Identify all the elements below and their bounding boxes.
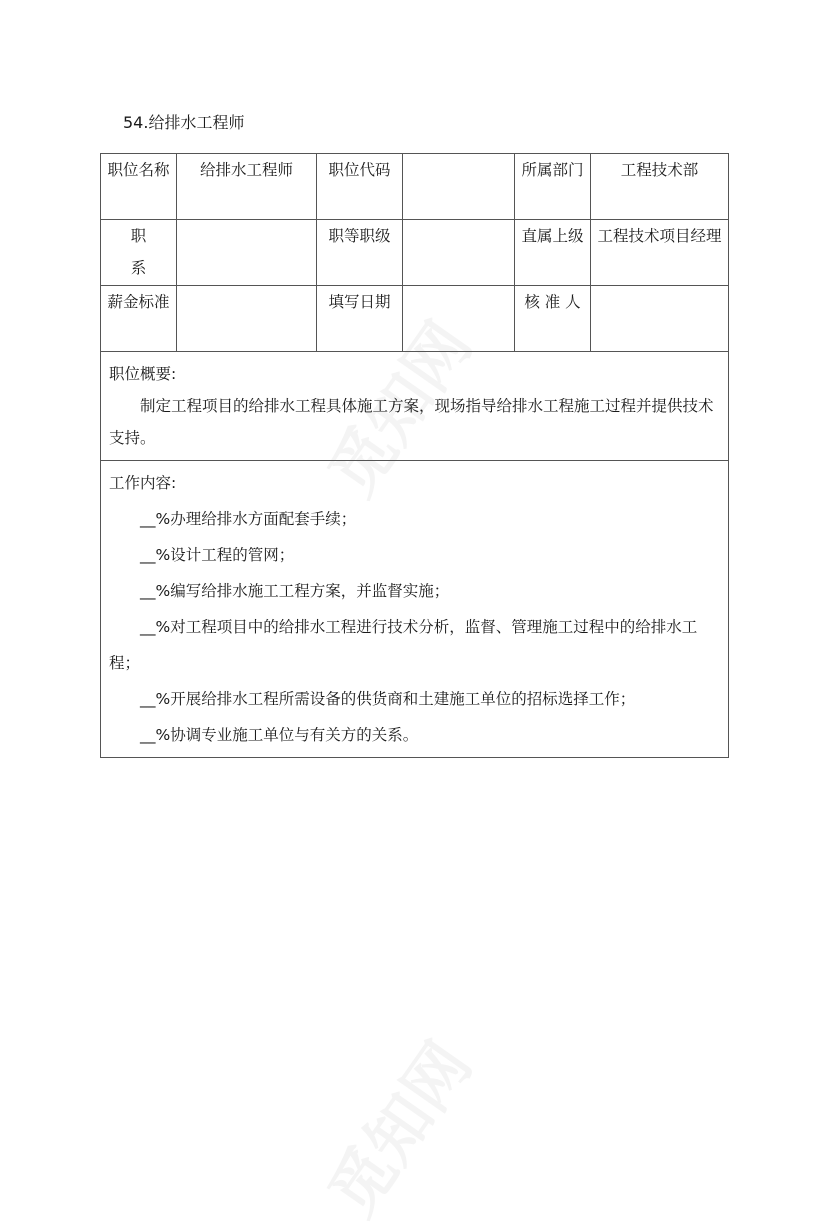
value-direct-supervisor: 工程技术项目经理 xyxy=(591,220,729,286)
label-department: 所属部门 xyxy=(515,154,591,220)
page-title: 54.给排水工程师 xyxy=(123,113,245,132)
list-item: __%开展给排水工程所需设备的供货商和土建施工单位的招标选择工作； xyxy=(140,690,636,708)
table-row xyxy=(101,461,729,758)
summary-title: 职位概要: xyxy=(109,365,177,383)
label-job-code: 职位代码 xyxy=(317,154,403,220)
table-row xyxy=(101,352,729,461)
summary-text: 制定工程项目的给排水工程具体施工方案，现场指导给排水工程施工过程并提供技术支持。 xyxy=(109,397,714,447)
value-job-code xyxy=(403,154,515,220)
label-direct-supervisor: 直属上级 xyxy=(515,220,591,286)
list-item: __%设计工程的管网； xyxy=(140,546,295,564)
duties-section xyxy=(101,461,729,758)
label-salary-standard: 薪金标准 xyxy=(101,286,177,352)
job-description-table xyxy=(100,153,729,758)
label-fill-date: 填写日期 xyxy=(317,286,403,352)
value-approver xyxy=(591,286,729,352)
table-row xyxy=(101,154,729,220)
value-fill-date xyxy=(403,286,515,352)
list-item: __%编写给排水施工工程方案，并监督实施； xyxy=(140,582,450,600)
value-job-family xyxy=(177,220,317,286)
label-job-family: 职 系 xyxy=(101,220,177,286)
label-approver: 核 准 人 xyxy=(515,286,591,352)
value-department: 工程技术部 xyxy=(591,154,729,220)
watermark xyxy=(303,1021,488,1231)
value-grade-level xyxy=(403,220,515,286)
summary-section xyxy=(101,352,729,461)
list-item: __%办理给排水方面配套手续； xyxy=(140,510,357,528)
label-job-title: 职位名称 xyxy=(101,154,177,220)
table-row xyxy=(101,220,729,286)
list-item: __%协调专业施工单位与有关方的关系。 xyxy=(140,726,419,744)
value-job-title: 给排水工程师 xyxy=(177,154,317,220)
list-item: __%对工程项目中的给排水工程进行技术分析，监督、管理施工过程中的给排水工程； xyxy=(109,618,698,672)
value-salary-standard xyxy=(177,286,317,352)
table-row xyxy=(101,286,729,352)
duties-title: 工作内容: xyxy=(109,474,177,492)
label-grade-level: 职等职级 xyxy=(317,220,403,286)
